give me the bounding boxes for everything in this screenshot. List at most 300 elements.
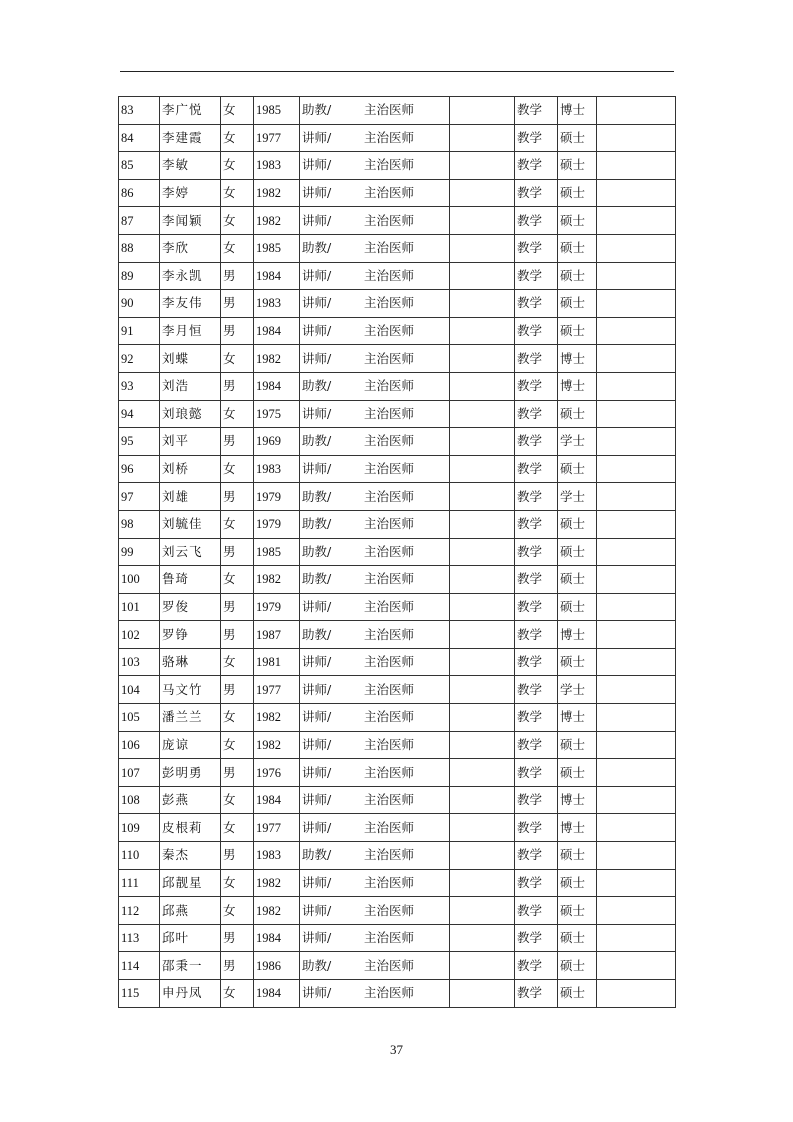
title-cell — [300, 566, 450, 594]
name-cell: 刘桥 — [160, 455, 221, 483]
empty-cell — [597, 317, 676, 345]
page-number: 37 — [390, 1042, 403, 1057]
title-cell — [300, 483, 450, 511]
name-cell: 彭燕 — [160, 786, 221, 814]
role-cell: 教学 — [515, 621, 558, 649]
name-cell: 李婷 — [160, 179, 221, 207]
title-cell — [300, 152, 450, 180]
empty-cell — [597, 345, 676, 373]
table-row — [119, 593, 676, 621]
role-cell: 教学 — [515, 345, 558, 373]
title-cell — [300, 179, 450, 207]
row-number-cell: 104 — [119, 676, 160, 704]
title-cell — [300, 262, 450, 290]
degree-cell: 硕士 — [558, 510, 597, 538]
gender-cell: 男 — [221, 842, 254, 870]
empty-cell — [450, 428, 515, 456]
gender-cell: 女 — [221, 97, 254, 125]
gender-cell: 男 — [221, 372, 254, 400]
table-row — [119, 814, 676, 842]
clinical-rank: 主治医师 — [364, 764, 415, 780]
birth-year-cell: 1986 — [254, 952, 300, 980]
empty-cell — [450, 952, 515, 980]
gender-cell: 女 — [221, 648, 254, 676]
title-cell — [300, 814, 450, 842]
degree-cell: 硕士 — [558, 648, 597, 676]
table-row — [119, 538, 676, 566]
name-cell: 李敏 — [160, 152, 221, 180]
role-cell: 教学 — [515, 455, 558, 483]
clinical-rank: 主治医师 — [364, 819, 415, 835]
clinical-rank: 主治医师 — [364, 405, 415, 421]
empty-cell — [597, 152, 676, 180]
birth-year-cell: 1984 — [254, 372, 300, 400]
degree-cell: 硕士 — [558, 207, 597, 235]
clinical-rank: 主治医师 — [364, 350, 415, 366]
degree-cell: 博士 — [558, 704, 597, 732]
empty-cell — [597, 897, 676, 925]
birth-year-cell: 1984 — [254, 980, 300, 1008]
empty-cell — [450, 897, 515, 925]
title-cell — [300, 428, 450, 456]
row-number-cell: 100 — [119, 566, 160, 594]
academic-rank: 讲师/ — [302, 654, 332, 670]
gender-cell: 女 — [221, 124, 254, 152]
name-cell: 彭明勇 — [160, 759, 221, 787]
degree-cell: 博士 — [558, 814, 597, 842]
empty-cell — [597, 290, 676, 318]
academic-rank: 讲师/ — [302, 764, 332, 780]
birth-year-cell: 1982 — [254, 207, 300, 235]
role-cell: 教学 — [515, 593, 558, 621]
row-number-cell: 96 — [119, 455, 160, 483]
empty-cell — [597, 483, 676, 511]
empty-cell — [450, 207, 515, 235]
row-number-cell: 83 — [119, 97, 160, 125]
name-cell: 马文竹 — [160, 676, 221, 704]
table-row — [119, 372, 676, 400]
academic-rank: 讲师/ — [302, 405, 332, 421]
clinical-rank: 主治医师 — [364, 985, 415, 1001]
empty-cell — [450, 731, 515, 759]
row-number-cell: 91 — [119, 317, 160, 345]
empty-cell — [597, 262, 676, 290]
degree-cell: 博士 — [558, 97, 597, 125]
name-cell: 刘云飞 — [160, 538, 221, 566]
empty-cell — [450, 510, 515, 538]
empty-cell — [597, 97, 676, 125]
birth-year-cell: 1987 — [254, 621, 300, 649]
empty-cell — [597, 814, 676, 842]
title-cell — [300, 593, 450, 621]
table-row — [119, 786, 676, 814]
role-cell: 教学 — [515, 538, 558, 566]
empty-cell — [450, 538, 515, 566]
name-cell: 李月恒 — [160, 317, 221, 345]
academic-rank: 助教/ — [302, 543, 332, 559]
empty-cell — [450, 262, 515, 290]
empty-cell — [597, 676, 676, 704]
degree-cell: 硕士 — [558, 290, 597, 318]
table-row — [119, 290, 676, 318]
title-cell — [300, 97, 450, 125]
table-row — [119, 952, 676, 980]
title-cell — [300, 924, 450, 952]
degree-cell: 硕士 — [558, 124, 597, 152]
degree-cell: 学士 — [558, 428, 597, 456]
empty-cell — [597, 510, 676, 538]
gender-cell: 女 — [221, 400, 254, 428]
empty-cell — [450, 317, 515, 345]
role-cell: 教学 — [515, 179, 558, 207]
gender-cell: 女 — [221, 207, 254, 235]
title-cell — [300, 869, 450, 897]
table-row — [119, 510, 676, 538]
clinical-rank: 主治医师 — [364, 957, 415, 973]
birth-year-cell: 1983 — [254, 290, 300, 318]
degree-cell: 硕士 — [558, 897, 597, 925]
gender-cell: 女 — [221, 814, 254, 842]
role-cell: 教学 — [515, 152, 558, 180]
empty-cell — [450, 345, 515, 373]
gender-cell: 女 — [221, 731, 254, 759]
gender-cell: 女 — [221, 345, 254, 373]
table-row — [119, 262, 676, 290]
name-cell: 李永凯 — [160, 262, 221, 290]
academic-rank: 讲师/ — [302, 902, 332, 918]
title-cell — [300, 676, 450, 704]
clinical-rank: 主治医师 — [364, 461, 415, 477]
academic-rank: 讲师/ — [302, 323, 332, 339]
academic-rank: 讲师/ — [302, 930, 332, 946]
role-cell: 教学 — [515, 676, 558, 704]
row-number-cell: 113 — [119, 924, 160, 952]
name-cell: 皮根莉 — [160, 814, 221, 842]
row-number-cell: 89 — [119, 262, 160, 290]
birth-year-cell: 1983 — [254, 842, 300, 870]
row-number-cell: 97 — [119, 483, 160, 511]
degree-cell: 博士 — [558, 372, 597, 400]
row-number-cell: 85 — [119, 152, 160, 180]
clinical-rank: 主治医师 — [364, 433, 415, 449]
gender-cell: 男 — [221, 262, 254, 290]
empty-cell — [597, 759, 676, 787]
birth-year-cell: 1982 — [254, 704, 300, 732]
role-cell: 教学 — [515, 897, 558, 925]
empty-cell — [597, 648, 676, 676]
table-row — [119, 897, 676, 925]
title-cell — [300, 400, 450, 428]
row-number-cell: 99 — [119, 538, 160, 566]
staff-table — [118, 96, 676, 1008]
empty-cell — [450, 152, 515, 180]
role-cell: 教学 — [515, 317, 558, 345]
title-cell — [300, 290, 450, 318]
table-row — [119, 97, 676, 125]
title-cell — [300, 234, 450, 262]
birth-year-cell: 1976 — [254, 759, 300, 787]
name-cell: 邱靓星 — [160, 869, 221, 897]
row-number-cell: 86 — [119, 179, 160, 207]
empty-cell — [597, 621, 676, 649]
title-cell — [300, 704, 450, 732]
birth-year-cell: 1982 — [254, 179, 300, 207]
title-cell — [300, 207, 450, 235]
academic-rank: 讲师/ — [302, 267, 332, 283]
clinical-rank: 主治医师 — [364, 323, 415, 339]
birth-year-cell: 1984 — [254, 786, 300, 814]
title-cell — [300, 621, 450, 649]
title-cell — [300, 897, 450, 925]
name-cell: 骆琳 — [160, 648, 221, 676]
clinical-rank: 主治医师 — [364, 102, 415, 118]
table-row — [119, 400, 676, 428]
gender-cell: 女 — [221, 510, 254, 538]
degree-cell: 硕士 — [558, 234, 597, 262]
row-number-cell: 101 — [119, 593, 160, 621]
degree-cell: 硕士 — [558, 842, 597, 870]
empty-cell — [450, 234, 515, 262]
table-row — [119, 621, 676, 649]
birth-year-cell: 1979 — [254, 483, 300, 511]
clinical-rank: 主治医师 — [364, 930, 415, 946]
name-cell: 李闻颖 — [160, 207, 221, 235]
name-cell: 刘浩 — [160, 372, 221, 400]
role-cell: 教学 — [515, 510, 558, 538]
title-cell — [300, 317, 450, 345]
title-cell — [300, 538, 450, 566]
degree-cell: 硕士 — [558, 455, 597, 483]
name-cell: 邵秉一 — [160, 952, 221, 980]
birth-year-cell: 1977 — [254, 124, 300, 152]
birth-year-cell: 1983 — [254, 152, 300, 180]
name-cell: 潘兰兰 — [160, 704, 221, 732]
clinical-rank: 主治医师 — [364, 626, 415, 642]
gender-cell: 女 — [221, 786, 254, 814]
empty-cell — [597, 207, 676, 235]
empty-cell — [450, 290, 515, 318]
clinical-rank: 主治医师 — [364, 571, 415, 587]
role-cell: 教学 — [515, 924, 558, 952]
title-cell — [300, 455, 450, 483]
role-cell: 教学 — [515, 372, 558, 400]
gender-cell: 男 — [221, 538, 254, 566]
row-number-cell: 95 — [119, 428, 160, 456]
row-number-cell: 103 — [119, 648, 160, 676]
birth-year-cell: 1984 — [254, 924, 300, 952]
name-cell: 庞谅 — [160, 731, 221, 759]
academic-rank: 讲师/ — [302, 461, 332, 477]
role-cell: 教学 — [515, 124, 558, 152]
clinical-rank: 主治医师 — [364, 488, 415, 504]
degree-cell: 硕士 — [558, 317, 597, 345]
gender-cell: 男 — [221, 290, 254, 318]
degree-cell: 硕士 — [558, 566, 597, 594]
clinical-rank: 主治医师 — [364, 681, 415, 697]
empty-cell — [450, 483, 515, 511]
birth-year-cell: 1981 — [254, 648, 300, 676]
degree-cell: 硕士 — [558, 538, 597, 566]
row-number-cell: 114 — [119, 952, 160, 980]
title-cell — [300, 842, 450, 870]
name-cell: 邱叶 — [160, 924, 221, 952]
birth-year-cell: 1983 — [254, 455, 300, 483]
birth-year-cell: 1982 — [254, 345, 300, 373]
row-number-cell: 92 — [119, 345, 160, 373]
name-cell: 罗俊 — [160, 593, 221, 621]
clinical-rank: 主治医师 — [364, 598, 415, 614]
clinical-rank: 主治医师 — [364, 212, 415, 228]
table-row — [119, 483, 676, 511]
birth-year-cell: 1985 — [254, 538, 300, 566]
clinical-rank: 主治医师 — [364, 654, 415, 670]
gender-cell: 女 — [221, 234, 254, 262]
degree-cell: 博士 — [558, 786, 597, 814]
name-cell: 刘毓佳 — [160, 510, 221, 538]
name-cell: 李欣 — [160, 234, 221, 262]
role-cell: 教学 — [515, 262, 558, 290]
birth-year-cell: 1975 — [254, 400, 300, 428]
name-cell: 罗铮 — [160, 621, 221, 649]
clinical-rank: 主治医师 — [364, 185, 415, 201]
academic-rank: 助教/ — [302, 102, 332, 118]
empty-cell — [597, 786, 676, 814]
row-number-cell: 90 — [119, 290, 160, 318]
academic-rank: 讲师/ — [302, 985, 332, 1001]
academic-rank: 助教/ — [302, 847, 332, 863]
birth-year-cell: 1984 — [254, 262, 300, 290]
role-cell: 教学 — [515, 648, 558, 676]
empty-cell — [450, 400, 515, 428]
birth-year-cell: 1977 — [254, 814, 300, 842]
gender-cell: 男 — [221, 676, 254, 704]
row-number-cell: 115 — [119, 980, 160, 1008]
clinical-rank: 主治医师 — [364, 874, 415, 890]
gender-cell: 女 — [221, 179, 254, 207]
empty-cell — [450, 179, 515, 207]
gender-cell: 男 — [221, 759, 254, 787]
clinical-rank: 主治医师 — [364, 378, 415, 394]
academic-rank: 助教/ — [302, 571, 332, 587]
clinical-rank: 主治医师 — [364, 157, 415, 173]
degree-cell: 硕士 — [558, 593, 597, 621]
empty-cell — [450, 648, 515, 676]
gender-cell: 男 — [221, 317, 254, 345]
birth-year-cell: 1977 — [254, 676, 300, 704]
title-cell — [300, 952, 450, 980]
clinical-rank: 主治医师 — [364, 267, 415, 283]
row-number-cell: 105 — [119, 704, 160, 732]
empty-cell — [597, 455, 676, 483]
academic-rank: 讲师/ — [302, 295, 332, 311]
role-cell: 教学 — [515, 759, 558, 787]
title-cell — [300, 124, 450, 152]
academic-rank: 助教/ — [302, 516, 332, 532]
title-cell — [300, 980, 450, 1008]
table-row — [119, 317, 676, 345]
academic-rank: 讲师/ — [302, 212, 332, 228]
empty-cell — [450, 621, 515, 649]
empty-cell — [450, 704, 515, 732]
clinical-rank: 主治医师 — [364, 543, 415, 559]
academic-rank: 助教/ — [302, 240, 332, 256]
table-row — [119, 924, 676, 952]
clinical-rank: 主治医师 — [364, 792, 415, 808]
title-cell — [300, 648, 450, 676]
row-number-cell: 84 — [119, 124, 160, 152]
academic-rank: 助教/ — [302, 488, 332, 504]
role-cell: 教学 — [515, 814, 558, 842]
empty-cell — [597, 538, 676, 566]
degree-cell: 硕士 — [558, 262, 597, 290]
academic-rank: 讲师/ — [302, 350, 332, 366]
empty-cell — [450, 372, 515, 400]
name-cell: 刘雄 — [160, 483, 221, 511]
empty-cell — [597, 924, 676, 952]
row-number-cell: 108 — [119, 786, 160, 814]
empty-cell — [450, 124, 515, 152]
row-number-cell: 107 — [119, 759, 160, 787]
birth-year-cell: 1982 — [254, 897, 300, 925]
staff-table-body — [119, 97, 676, 1008]
row-number-cell: 111 — [119, 869, 160, 897]
empty-cell — [597, 124, 676, 152]
empty-cell — [450, 869, 515, 897]
clinical-rank: 主治医师 — [364, 516, 415, 532]
table-row — [119, 179, 676, 207]
empty-cell — [450, 97, 515, 125]
table-row — [119, 704, 676, 732]
table-row — [119, 759, 676, 787]
row-number-cell: 106 — [119, 731, 160, 759]
birth-year-cell: 1982 — [254, 869, 300, 897]
degree-cell: 博士 — [558, 345, 597, 373]
academic-rank: 助教/ — [302, 957, 332, 973]
birth-year-cell: 1985 — [254, 97, 300, 125]
empty-cell — [597, 566, 676, 594]
academic-rank: 讲师/ — [302, 792, 332, 808]
degree-cell: 硕士 — [558, 952, 597, 980]
academic-rank: 讲师/ — [302, 819, 332, 835]
birth-year-cell: 1979 — [254, 593, 300, 621]
degree-cell: 硕士 — [558, 980, 597, 1008]
degree-cell: 硕士 — [558, 400, 597, 428]
role-cell: 教学 — [515, 952, 558, 980]
empty-cell — [450, 980, 515, 1008]
academic-rank: 讲师/ — [302, 874, 332, 890]
empty-cell — [597, 952, 676, 980]
table-row — [119, 842, 676, 870]
row-number-cell: 110 — [119, 842, 160, 870]
empty-cell — [450, 759, 515, 787]
empty-cell — [597, 842, 676, 870]
empty-cell — [597, 372, 676, 400]
empty-cell — [597, 234, 676, 262]
empty-cell — [450, 566, 515, 594]
role-cell: 教学 — [515, 97, 558, 125]
row-number-cell: 112 — [119, 897, 160, 925]
academic-rank: 讲师/ — [302, 598, 332, 614]
row-number-cell: 94 — [119, 400, 160, 428]
table-row — [119, 869, 676, 897]
degree-cell: 硕士 — [558, 759, 597, 787]
clinical-rank: 主治医师 — [364, 129, 415, 145]
row-number-cell: 98 — [119, 510, 160, 538]
role-cell: 教学 — [515, 428, 558, 456]
row-number-cell: 93 — [119, 372, 160, 400]
gender-cell: 女 — [221, 455, 254, 483]
name-cell: 李建霞 — [160, 124, 221, 152]
